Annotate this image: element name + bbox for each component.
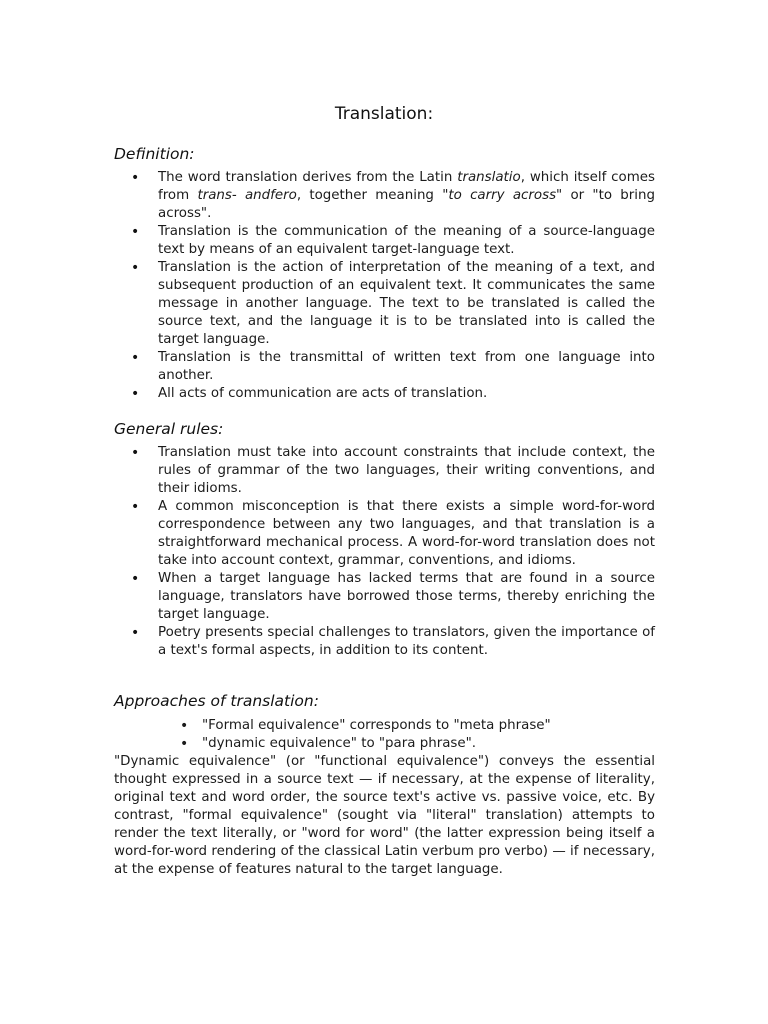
item-text: " or "to bring across". — [158, 188, 656, 221]
definition-heading: Definition: — [114, 145, 195, 163]
general-rules-heading: General rules: — [114, 420, 224, 438]
list-item: • Translation is the transmittal of written text from one language into another. — [114, 349, 655, 385]
list-item: • Translation is the action of interpretation of the meaning of a text, and subsequent production of an equivalent text. It communicates the same message in another language. The text to be translated is called the source text, and the language it is to be translated into is called the target language. — [114, 259, 655, 349]
general-rules-list — [114, 444, 655, 660]
list-item: • Poetry presents special challenges to translators, given the importance of a text's formal aspects, in addition to its content. — [114, 624, 655, 660]
list-item — [114, 169, 655, 223]
item-text: , together meaning " — [296, 188, 449, 203]
item-italic: translatio — [457, 170, 521, 185]
item-italic: trans- andfero — [197, 188, 297, 203]
item-text: The word translation derives from the Latin — [158, 170, 458, 185]
approaches-heading: Approaches of translation: — [114, 692, 319, 710]
list-item: • When a target language has lacked terms that are found in a source language, translators have borrowed those terms, thereby enriching the target language. — [114, 570, 655, 624]
list-item: • A common misconception is that there exists a simple word-for-word correspondence between any two languages, and that translation is a straightforward mechanical process. A word-for-word translation does not take into account context, grammar, conventions, and idioms. — [114, 498, 655, 570]
list-item: • All acts of communication are acts of translation. — [114, 385, 655, 403]
approaches-paragraph: "Dynamic equivalence" (or "functional equivalence") conveys the essential thought expressed in a source text — if necessary, at the expense of literality, original text and word order, the source text's active vs. passive voice, etc. By contrast, "formal equivalence" (sought via "literal" translation) attempts to render the text literally, or "word for word" (the latter expression being itself a word-for-word rendering of the classical Latin verbum pro verbo) — if necessary, at the expense of features natural to the target language. — [114, 754, 655, 877]
list-item: • Translation must take into account constraints that include context, the rules of grammar of the two languages, their writing conventions, and their idioms. — [114, 444, 655, 498]
definition-list — [114, 169, 655, 403]
page-title: Translation: — [334, 104, 434, 124]
item-text: , which itself comes from — [158, 170, 655, 203]
list-item: • Translation is the communication of the meaning of a source-language text by means of an equivalent target-language text. — [114, 223, 655, 259]
approaches-list — [114, 717, 655, 753]
list-item: • "dynamic equivalence" to "para phrase". — [114, 735, 655, 753]
item-italic: to carry across — [448, 188, 557, 203]
list-item: • "Formal equivalence" corresponds to "meta phrase" — [114, 717, 655, 735]
